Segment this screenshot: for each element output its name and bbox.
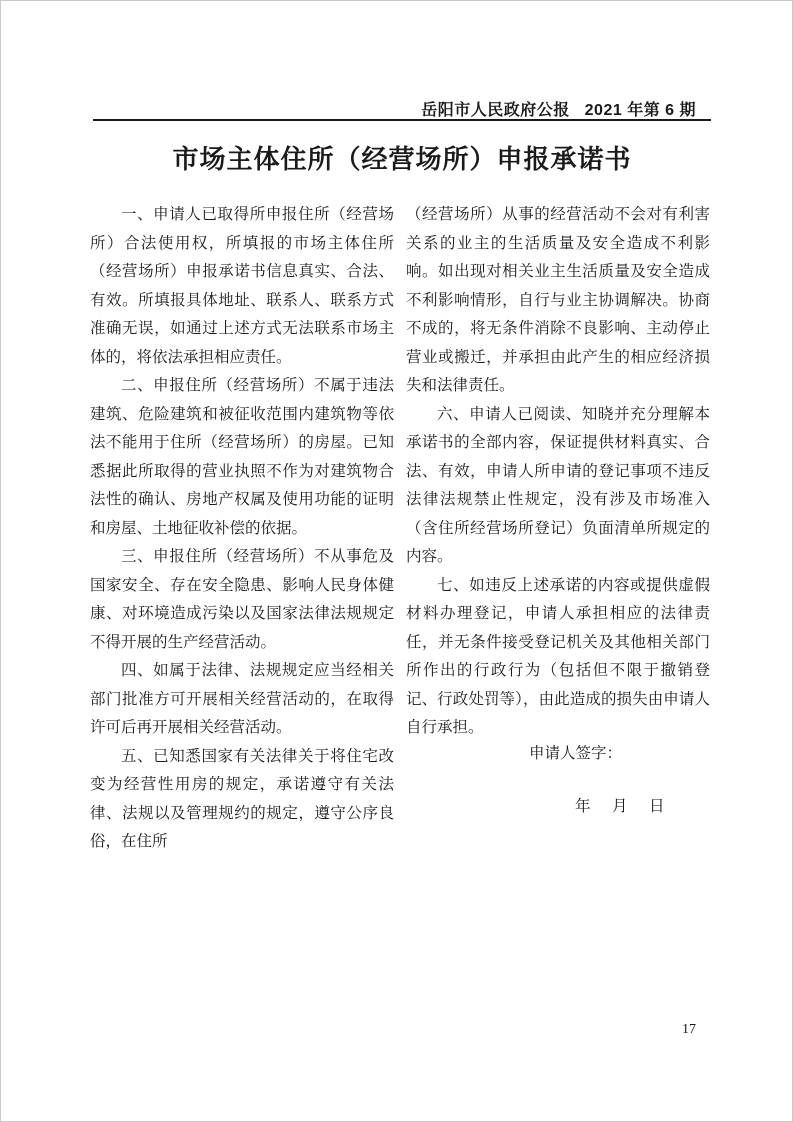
paragraph-3: 三、申报住所（经营场所）不从事危及国家安全、存在安全隐患、影响人民身体健康、对环境造成污染以及国家法律法规规定不得开展的生产经营活动。 [90, 548, 394, 651]
paragraph-5-continuation: （经营场所）从事的经营活动不会对有利害关系的业主的生活质量及安全造成不利影响。如出现对相关业主生活质量及安全造成不利影响情形，自行与业主协调解决。协商不成的，将无条件消除不良影响、主动停止营业或搬迁，并承担由此产生的相应经济损失和法律责任。 [406, 206, 710, 394]
applicant-signature-label: 申请人签字： [529, 745, 623, 762]
header-rule [93, 119, 711, 121]
paragraph-5: 五、已知悉国家有关法律关于将住宅改变为经营性用房的规定，承诺遵守有关法律、法规以及管理规约的规定，遵守公序良俗，在住所 [90, 747, 394, 850]
left-column [90, 201, 394, 857]
paragraph-1: 一、申请人已取得所申报住所（经营场所）合法使用权，所填报的市场主体住所（经营场所）申报承诺书信息真实、合法、有效。所填报具体地址、联系人、联系方式准确无误，如通过上述方式无法联系市场主体的，将依法承担相应责任。 [90, 206, 394, 366]
page-number: 17 [682, 1022, 696, 1037]
issue-label: 2021 年第 6 期 [584, 102, 696, 119]
paragraph-2: 二、申报住所（经营场所）不属于违法建筑、危险建筑和被征收范围内建筑物等依法不能用于住所（经营场所）的房屋。已知悉据此所取得的营业执照不作为对建筑物合法性的确认、房地产权属及使用功能的证明和房屋、土地征收补偿的依据。 [90, 377, 394, 537]
page-header [421, 97, 696, 120]
document-title: 市场主体住所（经营场所）申报承诺书 [172, 145, 632, 174]
gazette-name: 岳阳市人民政府公报 [421, 102, 570, 119]
paragraph-7: 七、如违反上述承诺的内容或提供虚假材料办理登记，申请人承担相应的法律责任，并无条件接受登记机关及其他相关部门所作出的行政行为（包括但不限于撤销登记、行政处罚等），由此造成的损失由申请人自行承担。 [406, 576, 710, 736]
date-line: 年 月 日 [575, 798, 668, 815]
paragraph-4: 四、如属于法律、法规规定应当经相关部门批准方可开展相关经营活动的，在取得许可后再开展相关经营活动。 [90, 662, 394, 736]
paragraph-6: 六、申请人已阅读、知晓并充分理解本承诺书的全部内容，保证提供材料真实、合法、有效，申请人所申请的登记事项不违反法律法规禁止性规定，没有涉及市场准入（含住所经营场所登记）负面清单所规定的内容。 [406, 405, 710, 565]
